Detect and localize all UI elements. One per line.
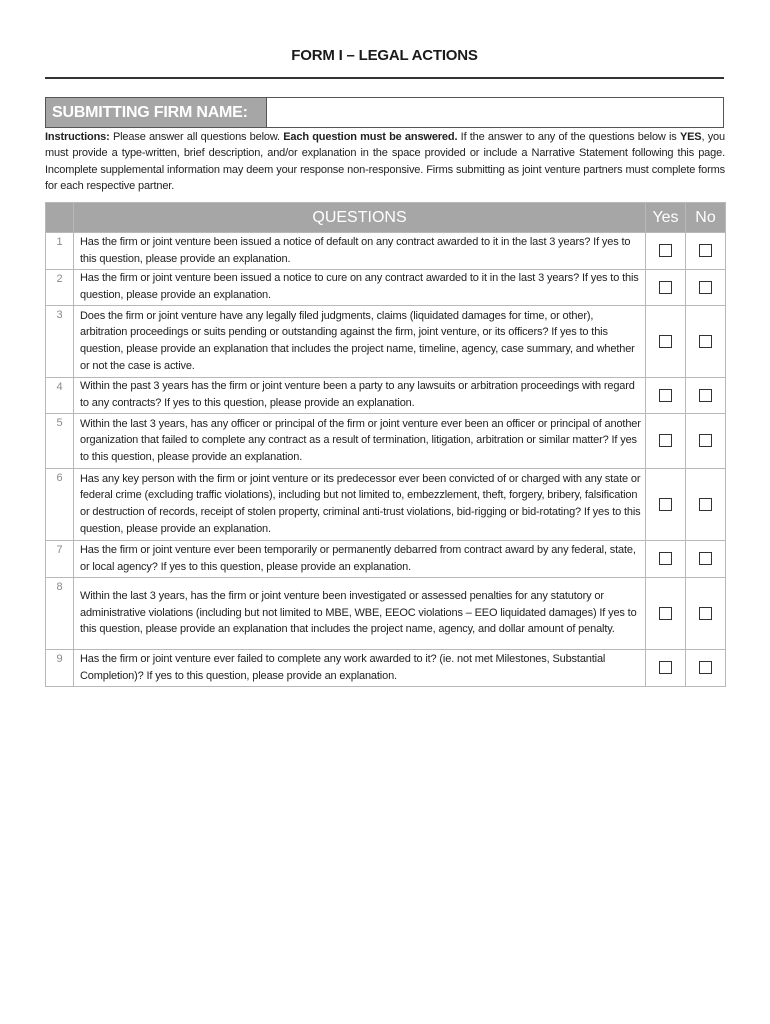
no-cell xyxy=(686,378,726,414)
question-text: Has the firm or joint venture been issued a notice to cure on any contract awarded to it in the last 3 years? If yes to this question, please provide an explanation. xyxy=(74,270,646,306)
question-number: 4 xyxy=(46,378,74,414)
no-checkbox-q8[interactable] xyxy=(699,607,712,620)
yes-checkbox-q2[interactable] xyxy=(659,281,672,294)
question-text: Within the past 3 years has the firm or joint venture been a party to any lawsuits or arbitration proceedings with regard to any contracts? If yes to this question, please provide an explanation. xyxy=(74,378,646,414)
instructions-text-3: , you must provide a type-written, brief description, and/or explanation in the space provided or include a Narrative Statement following this page. Incomplete supplemental information may deem your response non-responsive. Firms submitting as joint venture partners must complete forms for each respective partner. xyxy=(45,131,725,193)
question-text: Does the firm or joint venture have any legally filed judgments, claims (liquidated damages for time, or other), arbitration proceedings or suits pending or outstanding against the firm, joint venture, or its officers? If yes to this question, please provide an explanation that includes the project name, timeline, agency, case summary, and whether or not the case is active. xyxy=(74,306,646,378)
yes-cell xyxy=(646,469,686,541)
submitting-firm-label: SUBMITTING FIRM NAME: xyxy=(46,98,267,127)
yes-cell xyxy=(646,578,686,650)
question-row-5 xyxy=(46,414,726,469)
yes-checkbox-q6[interactable] xyxy=(659,498,672,511)
question-text: Within the last 3 years, has the firm or joint venture been investigated or assessed penalties for any statutory or administrative violations (including but not limited to MBE, WBE, EEOC violations – EEO liquidated damages) If yes to this question, please provide an explanation that includes the project name, agency, and dollar amount of penalty. xyxy=(74,578,646,650)
no-cell xyxy=(686,414,726,469)
no-checkbox-q6[interactable] xyxy=(699,498,712,511)
instructions xyxy=(45,129,725,195)
question-row-4 xyxy=(46,378,726,414)
question-row-3 xyxy=(46,306,726,378)
submitting-firm-name-input[interactable] xyxy=(267,98,723,127)
question-text: Within the last 3 years, has any officer or principal of the firm or joint venture ever been an officer or principal of another organization that failed to complete any contract as a result of termination, litigation, arbitration or similar matter? If yes to this question, please provide an explanation. xyxy=(74,414,646,469)
yes-cell xyxy=(646,650,686,687)
yes-cell xyxy=(646,541,686,578)
instructions-text-2: If the answer to any of the questions below is xyxy=(457,131,680,143)
yes-cell xyxy=(646,378,686,414)
yes-cell xyxy=(646,306,686,378)
yes-checkbox-q5[interactable] xyxy=(659,434,672,447)
question-text: Has any key person with the firm or joint venture or its predecessor ever been convicted of or charged with any state or federal crime (excluding traffic violations), including but not limited to, embezzlement, theft, forgery, bribery, falsification or destruction of records, receipt of stolen property, criminal anti-trust violations, bid-rigging or bid-rotating? If yes to this question, please provide an explanation. xyxy=(74,469,646,541)
no-cell xyxy=(686,578,726,650)
submitting-firm-row xyxy=(45,97,724,128)
question-row-7 xyxy=(46,541,726,578)
no-column-header: No xyxy=(686,203,726,233)
yes-cell xyxy=(646,233,686,270)
no-checkbox-q3[interactable] xyxy=(699,335,712,348)
form-title: FORM I – LEGAL ACTIONS xyxy=(291,47,478,64)
question-number: 9 xyxy=(46,650,74,687)
no-cell xyxy=(686,270,726,306)
no-checkbox-q2[interactable] xyxy=(699,281,712,294)
question-number: 8 xyxy=(46,578,74,650)
question-text: Has the firm or joint venture ever been temporarily or permanently debarred from contract award by any federal, state, or local agency? If yes to this question, please provide an explanation. xyxy=(74,541,646,578)
question-number: 1 xyxy=(46,233,74,270)
no-checkbox-q4[interactable] xyxy=(699,389,712,402)
yes-checkbox-q7[interactable] xyxy=(659,552,672,565)
no-cell xyxy=(686,469,726,541)
question-row-8 xyxy=(46,578,726,650)
yes-cell xyxy=(646,270,686,306)
no-checkbox-q5[interactable] xyxy=(699,434,712,447)
no-checkbox-q1[interactable] xyxy=(699,244,712,257)
question-row-9 xyxy=(46,650,726,687)
instructions-text-1: Please answer all questions below. xyxy=(109,131,284,143)
question-number: 7 xyxy=(46,541,74,578)
no-cell xyxy=(686,650,726,687)
question-row-6 xyxy=(46,469,726,541)
instructions-must-answer: Each question must be answered. xyxy=(283,131,458,143)
yes-column-header: Yes xyxy=(646,203,686,233)
no-checkbox-q7[interactable] xyxy=(699,552,712,565)
question-number: 6 xyxy=(46,469,74,541)
no-cell xyxy=(686,541,726,578)
yes-checkbox-q9[interactable] xyxy=(659,661,672,674)
question-row-2 xyxy=(46,270,726,306)
yes-checkbox-q4[interactable] xyxy=(659,389,672,402)
questions-header-row xyxy=(46,203,726,233)
question-number: 5 xyxy=(46,414,74,469)
no-cell xyxy=(686,233,726,270)
instructions-lead: Instructions: xyxy=(45,131,110,143)
instructions-yes: YES xyxy=(679,131,702,143)
yes-cell xyxy=(646,414,686,469)
no-checkbox-q9[interactable] xyxy=(699,661,712,674)
yes-checkbox-q3[interactable] xyxy=(659,335,672,348)
questions-table xyxy=(45,202,726,687)
question-text: Has the firm or joint venture ever failed to complete any work awarded to it? (ie. not met Milestones, Substantial Completion)? If yes to this question, please provide an explanation. xyxy=(74,650,646,687)
yes-checkbox-q1[interactable] xyxy=(659,244,672,257)
question-number: 2 xyxy=(46,270,74,306)
yes-checkbox-q8[interactable] xyxy=(659,607,672,620)
question-text: Has the firm or joint venture been issued a notice of default on any contract awarded to it in the last 3 years? If yes to this question, please provide an explanation. xyxy=(74,233,646,270)
no-cell xyxy=(686,306,726,378)
question-row-1 xyxy=(46,233,726,270)
title-divider xyxy=(45,77,724,79)
questions-column-header: QUESTIONS xyxy=(74,203,646,233)
number-column-header xyxy=(46,203,74,233)
question-number: 3 xyxy=(46,306,74,378)
